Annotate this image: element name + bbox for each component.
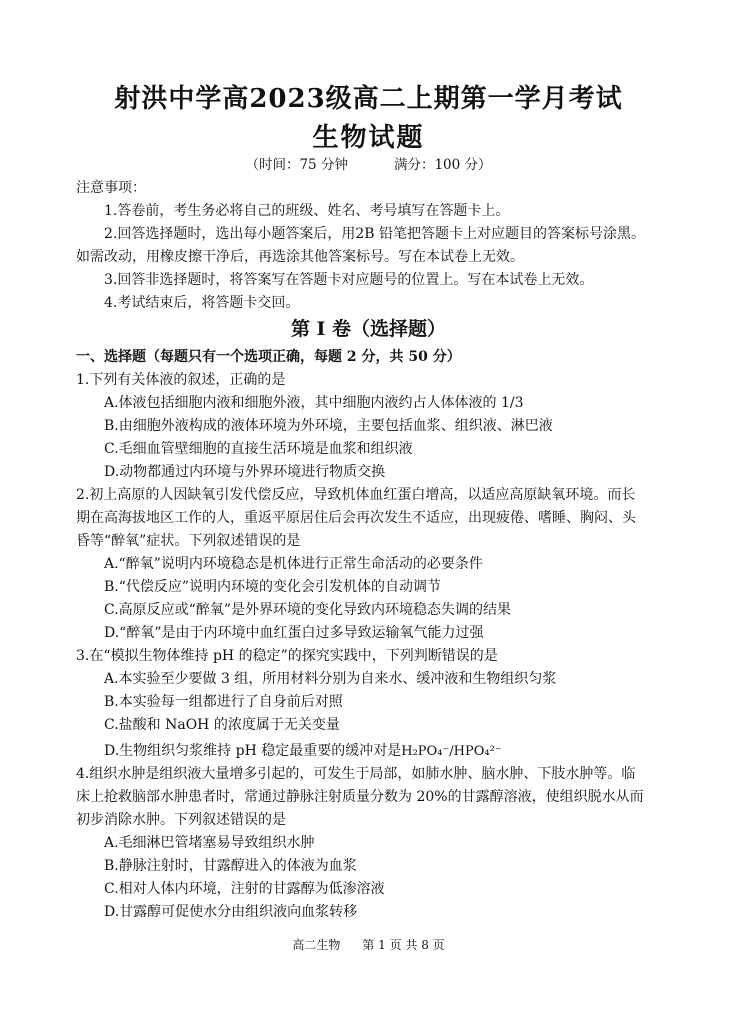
question-stem: 4.组织水肿是组织液大量增多引起的，可发生于局部，如肺水肿、脑水肿、下肢水肿等。临 <box>76 766 636 782</box>
question-option: D.生物组织匀浆维持 pH 稳定最重要的缓冲对是 <box>104 743 402 759</box>
footer-page-number: 第 1 页 共 8 页 <box>362 938 445 952</box>
question-option: B.静脉注射时，甘露醇进入的体液为血浆 <box>104 858 357 874</box>
notes-heading: 注意事项： <box>76 180 146 196</box>
question-option: B.“代偿反应”说明内环境的变化会引发机体的自动调节 <box>104 579 442 595</box>
section-part: 一、选择题（每题只有一个选项正确，每题 2 分，共 50 分） <box>76 349 461 365</box>
question-stem: 床上抢救脑部水肿患者时，常通过静脉注射质量分数为 20%的甘露醇溶液，使组织脱水从而 <box>76 789 644 805</box>
question-stem: 2.初上高原的人因缺氧引发代偿反应，导致机体血红蛋白增高，以适应高原缺氧环境。而长 <box>76 487 636 503</box>
question-stem: 1.下列有关体液的叙述，正确的是 <box>76 372 286 388</box>
exam-subtitle: 生物试题 <box>312 123 425 153</box>
question-option: A.“醉氧”说明内环境稳态是机体进行正常生命活动的必要条件 <box>104 556 483 572</box>
footer-subject: 高二生物 <box>292 938 341 952</box>
question-stem: 初步消除水肿。下列叙述错误的是 <box>76 812 286 828</box>
page-footer <box>0 936 737 953</box>
note-item: 3.回答非选择题时，将答案写在答题卡对应题号的位置上。写在本试卷上无效。 <box>104 272 594 288</box>
question-option-with-formula <box>104 740 666 760</box>
exam-title: 射洪中学高2023级高二上期第一学月考试 <box>114 84 623 114</box>
question-option: B.由细胞外液构成的液体环境为外环境，主要包括血浆、组织液、淋巴液 <box>104 418 553 434</box>
exam-meta <box>0 153 737 173</box>
question-option: C.毛细血管壁细胞的直接生活环境是血浆和组织液 <box>104 441 413 457</box>
question-option: D.“醉氧”是由于内环境中血红蛋白过多导致运输氧气能力过强 <box>104 625 484 641</box>
exam-time: （时间：75 分钟 <box>245 157 348 173</box>
question-stem: 期在高海拔地区工作的人，重返平原居住后会再次发生不适应，出现疲倦、嗜睡、胸闷、头 <box>76 510 636 526</box>
note-item: 如需改动，用橡皮擦干净后，再选涂其他答案标号。写在本试卷上无效。 <box>76 249 524 265</box>
question-option: D.甘露醇可促使水分由组织液向血浆转移 <box>104 904 358 920</box>
question-option: B.本实验每一组都进行了自身前后对照 <box>104 694 343 710</box>
section-title: 第 I 卷（选择题） <box>290 318 447 340</box>
exam-score: 满分：100 分） <box>393 157 492 173</box>
note-item: 2.回答选择题时，选出每小题答案后，用2B 铅笔把答题卡上对应题目的答案标号涂黑。 <box>104 226 646 242</box>
buffer-formula: H₂PO₄⁻/HPO₄²⁻ <box>401 744 502 759</box>
question-option: A.毛细淋巴管堵塞易导致组织水肿 <box>104 835 315 851</box>
question-option: C.高原反应或“醉氧”是外界环境的变化导致内环境稳态失调的结果 <box>104 602 511 618</box>
note-item: 4.考试结束后，将答题卡交回。 <box>104 295 300 311</box>
question-stem: 昏等“醉氧”症状。下列叙述错误的是 <box>76 533 301 549</box>
question-option: A.本实验至少要做 3 组，所用材料分别为自来水、缓冲液和生物组织匀浆 <box>104 671 557 687</box>
question-option: C.相对人体内环境，注射的甘露醇为低渗溶液 <box>104 881 385 897</box>
question-option: D.动物都通过内环境与外界环境进行物质交换 <box>104 464 386 480</box>
note-item: 1.答卷前，考生务必将自己的班级、姓名、考号填写在答题卡上。 <box>104 203 510 219</box>
question-stem: 3.在“模拟生物体维持 pH 的稳定”的探究实践中，下列判断错误的是 <box>76 648 498 664</box>
question-option: A.体液包括细胞内液和细胞外液，其中细胞内液约占人体体液的 1/3 <box>104 395 524 411</box>
question-option: C.盐酸和 NaOH 的浓度属于无关变量 <box>104 717 340 733</box>
